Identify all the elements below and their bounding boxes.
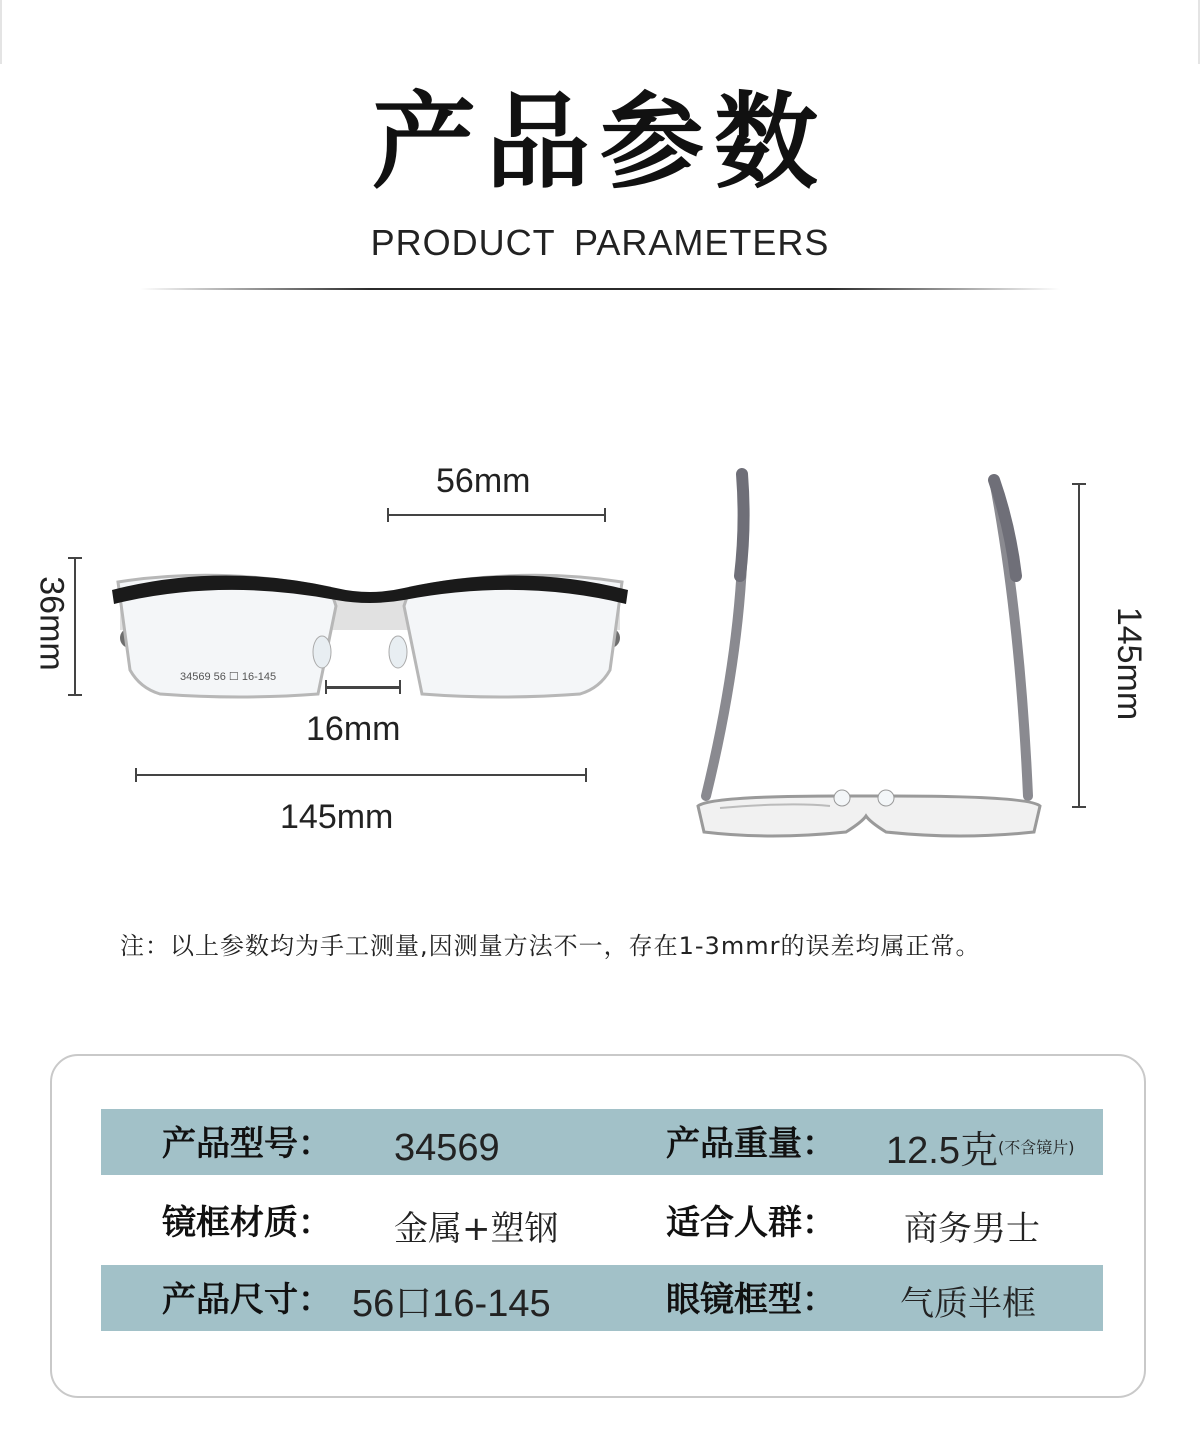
page-subtitle: PRODUCT PARAMETERS: [370, 222, 830, 263]
left-edge: [0, 0, 2, 64]
lens-height-label: 36mm: [32, 576, 71, 671]
material-value: 金属+塑钢: [394, 1209, 559, 1249]
page-title: 产品参数: [371, 80, 828, 203]
audience-value: 商务男士: [904, 1209, 1040, 1249]
size-value: 56口16-145: [352, 1283, 551, 1325]
measurement-note: 注：以上参数均为手工测量,因测量方法不一，存在1-3mmr的误差均属正常。: [120, 932, 981, 960]
material-label: 镜框材质：: [162, 1203, 332, 1243]
frame-type-value: 气质半框: [900, 1284, 1036, 1324]
temple-length-label: 145mm: [1110, 606, 1149, 721]
lens-width-line: [388, 514, 606, 516]
bridge-width-line: [326, 686, 400, 689]
audience-label: 适合人群：: [666, 1203, 836, 1243]
bridge-width-label: 16mm: [306, 710, 401, 748]
svg-text:34569 56 ☐ 16-145: 34569 56 ☐ 16-145: [180, 671, 277, 683]
weight-value: 12.5克: [886, 1130, 998, 1172]
size-label: 产品尺寸：: [162, 1280, 332, 1320]
glasses-top-image: [690, 466, 1050, 846]
lens-height-line: [74, 558, 76, 696]
weight-label: 产品重量：: [666, 1124, 836, 1164]
weight-value-wrap: [886, 1115, 1074, 1185]
lens-width-label: 56mm: [436, 462, 531, 500]
model-value: 34569: [394, 1127, 500, 1169]
weight-note: (不含镜片): [997, 1138, 1075, 1157]
model-label: 产品型号：: [162, 1124, 332, 1164]
title-divider: [140, 288, 1060, 290]
frame-width-line: [136, 774, 586, 776]
temple-length-line: [1078, 484, 1080, 808]
glasses-front-image: [100, 560, 640, 720]
frame-width-label: 145mm: [280, 798, 394, 836]
frame-type-label: 眼镜框型：: [666, 1280, 836, 1320]
